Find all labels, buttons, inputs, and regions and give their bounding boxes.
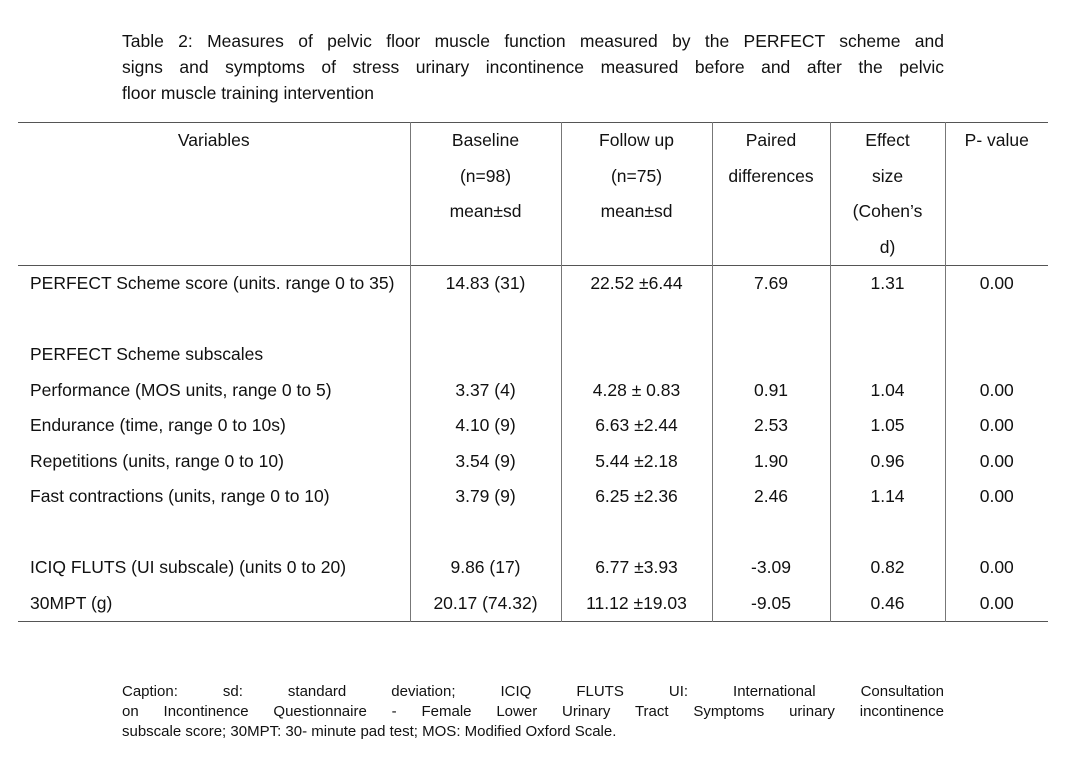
table-title-line: signs and symptoms of stress urinary incontinence measured before and after the pelvic	[122, 57, 944, 77]
cell-variable: Performance (MOS units, range 0 to 5)	[30, 379, 332, 400]
caption-line: Caption: sd: standard deviation; ICIQ FLUTS UI: International Consultation	[122, 683, 944, 700]
cell-p-value: 0.00	[945, 550, 1048, 586]
cell-effect: 1.31	[830, 266, 945, 302]
subscales-heading-row	[18, 337, 1048, 373]
cell-effect: 1.14	[830, 479, 945, 515]
cell-follow-up: 22.52 ±6.44	[561, 266, 712, 302]
cell-p-value: 0.00	[945, 479, 1048, 515]
cell-baseline: 3.37 (4)	[410, 373, 561, 409]
table-row	[18, 444, 1048, 480]
cell-baseline: 4.10 (9)	[410, 408, 561, 444]
table-row	[18, 266, 1048, 302]
table-row	[18, 373, 1048, 409]
caption-line: subscale score; 30MPT: 30- minute pad test; MOS: Modified Oxford Scale.	[122, 723, 617, 740]
cell-paired: 1.90	[712, 444, 830, 480]
table-row	[18, 408, 1048, 444]
header-p-value: P- value	[945, 123, 1048, 266]
cell-follow-up: 6.77 ±3.93	[561, 550, 712, 586]
cell-paired: 7.69	[712, 266, 830, 302]
cell-baseline: 14.83 (31)	[410, 266, 561, 302]
table-row	[18, 550, 1048, 586]
cell-variable: Fast contractions (units, range 0 to 10)	[30, 486, 330, 506]
cell-paired: -9.05	[712, 586, 830, 622]
cell-variable: Endurance (time, range 0 to 10s)	[30, 415, 286, 435]
header-line: Baseline	[451, 130, 520, 150]
caption-line: on Incontinence Questionnaire - Female Lower Urinary Tract Symptoms urinary incontinence	[122, 703, 944, 720]
cell-p-value: 0.00	[945, 266, 1048, 302]
header-line: (n=75)	[610, 165, 663, 186]
table-row	[18, 479, 1048, 515]
table-caption	[122, 682, 944, 742]
header-line: Follow up	[599, 130, 674, 150]
cell-variable: ICIQ FLUTS (UI subscale) (units 0 to 20)	[30, 557, 347, 577]
table-title-line: floor muscle training intervention	[122, 83, 374, 103]
cell-follow-up: 6.25 ±2.36	[561, 479, 712, 515]
cell-effect: 0.82	[830, 550, 945, 586]
cell-effect: 0.46	[830, 586, 945, 622]
cell-baseline: 20.17 (74.32)	[410, 586, 561, 622]
table-row	[18, 586, 1048, 622]
header-paired-differences	[712, 123, 830, 266]
cell-p-value: 0.00	[945, 408, 1048, 444]
header-line: (Cohen’s	[852, 201, 923, 221]
cell-paired: 2.53	[712, 408, 830, 444]
header-variables: Variables	[177, 130, 250, 150]
cell-p-value: 0.00	[945, 586, 1048, 622]
header-effect-size	[830, 123, 945, 266]
header-follow-up	[561, 123, 712, 266]
cell-p-value: 0.00	[945, 444, 1048, 480]
cell-variable: PERFECT Scheme score (units. range 0 to 35)	[30, 273, 395, 293]
header-line: Paired	[745, 130, 797, 150]
header-row	[18, 123, 1048, 266]
cell-paired: 0.91	[712, 373, 830, 409]
table-title-line: Table 2: Measures of pelvic floor muscle function measured by the PERFECT scheme and	[122, 31, 944, 51]
header-line: differences	[728, 165, 814, 186]
cell-baseline: 3.54 (9)	[410, 444, 561, 480]
cell-follow-up: 11.12 ±19.03	[561, 586, 712, 622]
subscales-heading: PERFECT Scheme subscales	[30, 344, 264, 364]
header-line: (n=98)	[459, 165, 512, 186]
cell-paired: -3.09	[712, 550, 830, 586]
spacer-row	[18, 515, 1048, 551]
cell-baseline: 9.86 (17)	[410, 550, 561, 586]
cell-follow-up: 5.44 ±2.18	[561, 444, 712, 480]
cell-follow-up: 6.63 ±2.44	[561, 408, 712, 444]
cell-follow-up: 4.28 ± 0.83	[561, 373, 712, 409]
cell-effect: 0.96	[830, 444, 945, 480]
cell-baseline: 3.79 (9)	[410, 479, 561, 515]
table-title	[122, 28, 944, 106]
cell-variable: 30MPT (g)	[30, 592, 113, 613]
cell-paired: 2.46	[712, 479, 830, 515]
cell-effect: 1.05	[830, 408, 945, 444]
header-line: Effect	[865, 130, 910, 150]
header-line: size	[871, 165, 904, 186]
results-table	[18, 122, 1048, 622]
spacer-row	[18, 302, 1048, 338]
header-line: mean±sd	[600, 201, 673, 221]
cell-variable: Repetitions (units, range 0 to 10)	[30, 450, 284, 471]
header-baseline	[410, 123, 561, 266]
header-line: mean±sd	[449, 201, 522, 221]
cell-p-value: 0.00	[945, 373, 1048, 409]
cell-effect: 1.04	[830, 373, 945, 409]
header-line: d)	[879, 236, 896, 257]
